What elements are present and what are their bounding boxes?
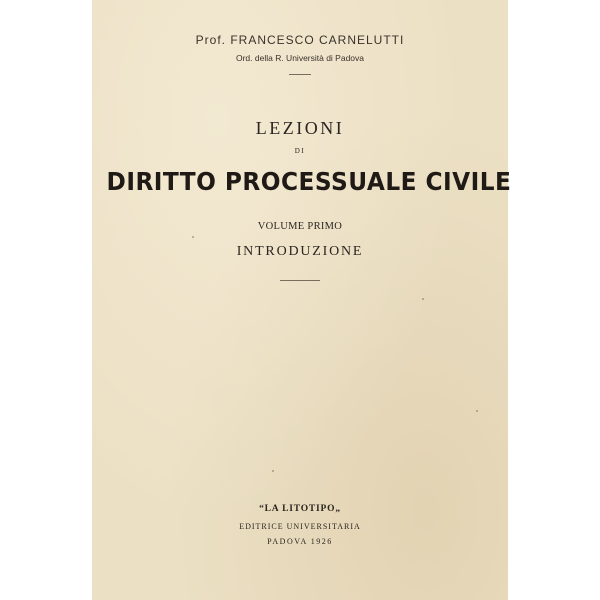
paper-speck <box>192 236 194 238</box>
paper-speck <box>272 470 274 472</box>
subtitle: INTRODUZIONE <box>236 244 364 259</box>
main-title: DIRITTO PROCESSUALE CIVILE <box>106 167 512 196</box>
author-affiliation: Ord. della R. Università di Padova <box>235 53 365 63</box>
author-name: Prof. FRANCESCO CARNELUTTI <box>195 33 405 47</box>
city-year: PADOVA 1926 <box>267 537 333 546</box>
volume-label: VOLUME PRIMO <box>257 221 343 232</box>
title-connector: DI <box>294 147 306 155</box>
middle-divider-rule <box>280 280 320 281</box>
paper-speck <box>476 410 478 412</box>
publisher-name: “LA LITOTIPO„ <box>259 504 341 514</box>
series-title: LEZIONI <box>255 118 345 138</box>
publisher-description: EDITRICE UNIVERSITARIA <box>239 522 361 531</box>
paper-speck <box>422 298 424 300</box>
book-title-page <box>92 0 512 600</box>
top-divider-rule <box>289 74 311 75</box>
